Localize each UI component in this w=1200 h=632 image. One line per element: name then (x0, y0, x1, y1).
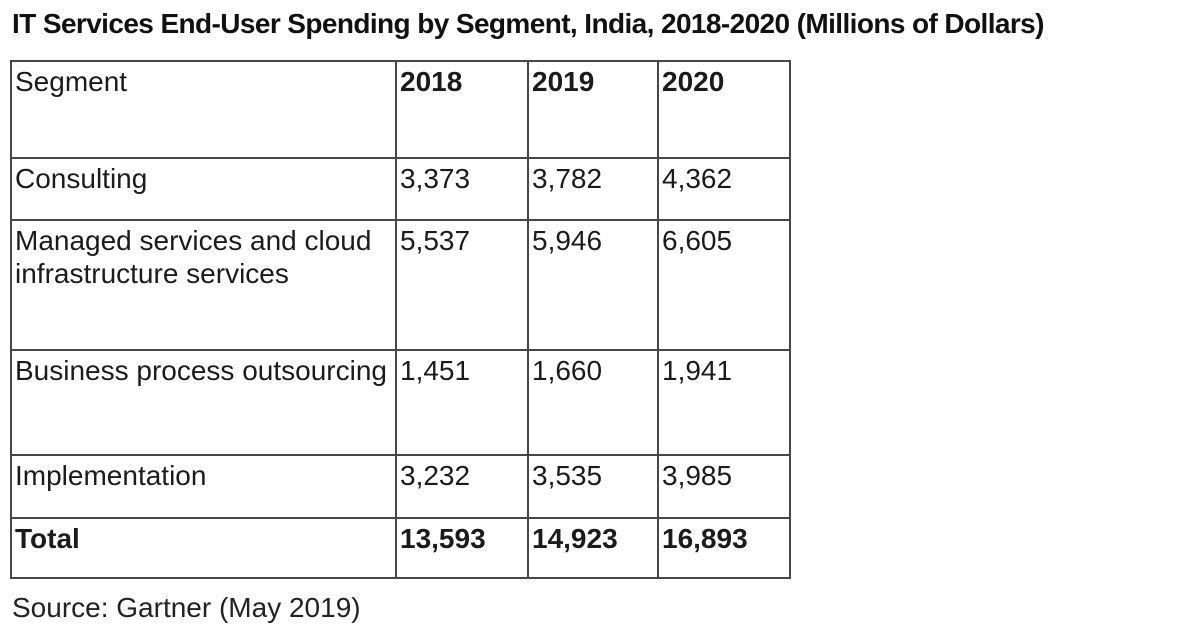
value-cell: 1,451 (396, 350, 528, 455)
total-value-cell: 13,593 (396, 518, 528, 578)
total-value-cell: 16,893 (658, 518, 790, 578)
value-cell: 1,941 (658, 350, 790, 455)
segment-label: Consulting (11, 158, 396, 220)
table-row-implementation (11, 455, 790, 518)
source-attribution: Source: Gartner (May 2019) (12, 592, 361, 623)
value-cell: 6,605 (658, 220, 790, 350)
table-row-business-process-outsourcing (11, 350, 790, 455)
value-cell: 5,946 (528, 220, 658, 350)
value-cell: 5,537 (396, 220, 528, 350)
segment-label: Managed services and cloud infrastructure services (11, 220, 396, 350)
value-cell: 3,232 (396, 455, 528, 518)
segment-label: Implementation (11, 455, 396, 518)
value-cell: 3,985 (658, 455, 790, 518)
table-row-consulting (11, 158, 790, 220)
page-title: IT Services End-User Spending by Segment, India, 2018-2020 (Millions of Dollars) (12, 8, 1044, 39)
value-cell: 3,373 (396, 158, 528, 220)
col-header-2020: 2020 (658, 61, 790, 158)
segment-label: Business process outsourcing (11, 350, 396, 455)
value-cell: 3,782 (528, 158, 658, 220)
spending-table (10, 60, 791, 579)
value-cell: 3,535 (528, 455, 658, 518)
col-header-segment: Segment (11, 61, 396, 158)
value-cell: 4,362 (658, 158, 790, 220)
col-header-2018: 2018 (396, 61, 528, 158)
table-header-row (11, 61, 790, 158)
value-cell: 1,660 (528, 350, 658, 455)
total-label: Total (11, 518, 396, 578)
table-row-managed-services (11, 220, 790, 350)
col-header-2019: 2019 (528, 61, 658, 158)
total-value-cell: 14,923 (528, 518, 658, 578)
table-row-total (11, 518, 790, 578)
